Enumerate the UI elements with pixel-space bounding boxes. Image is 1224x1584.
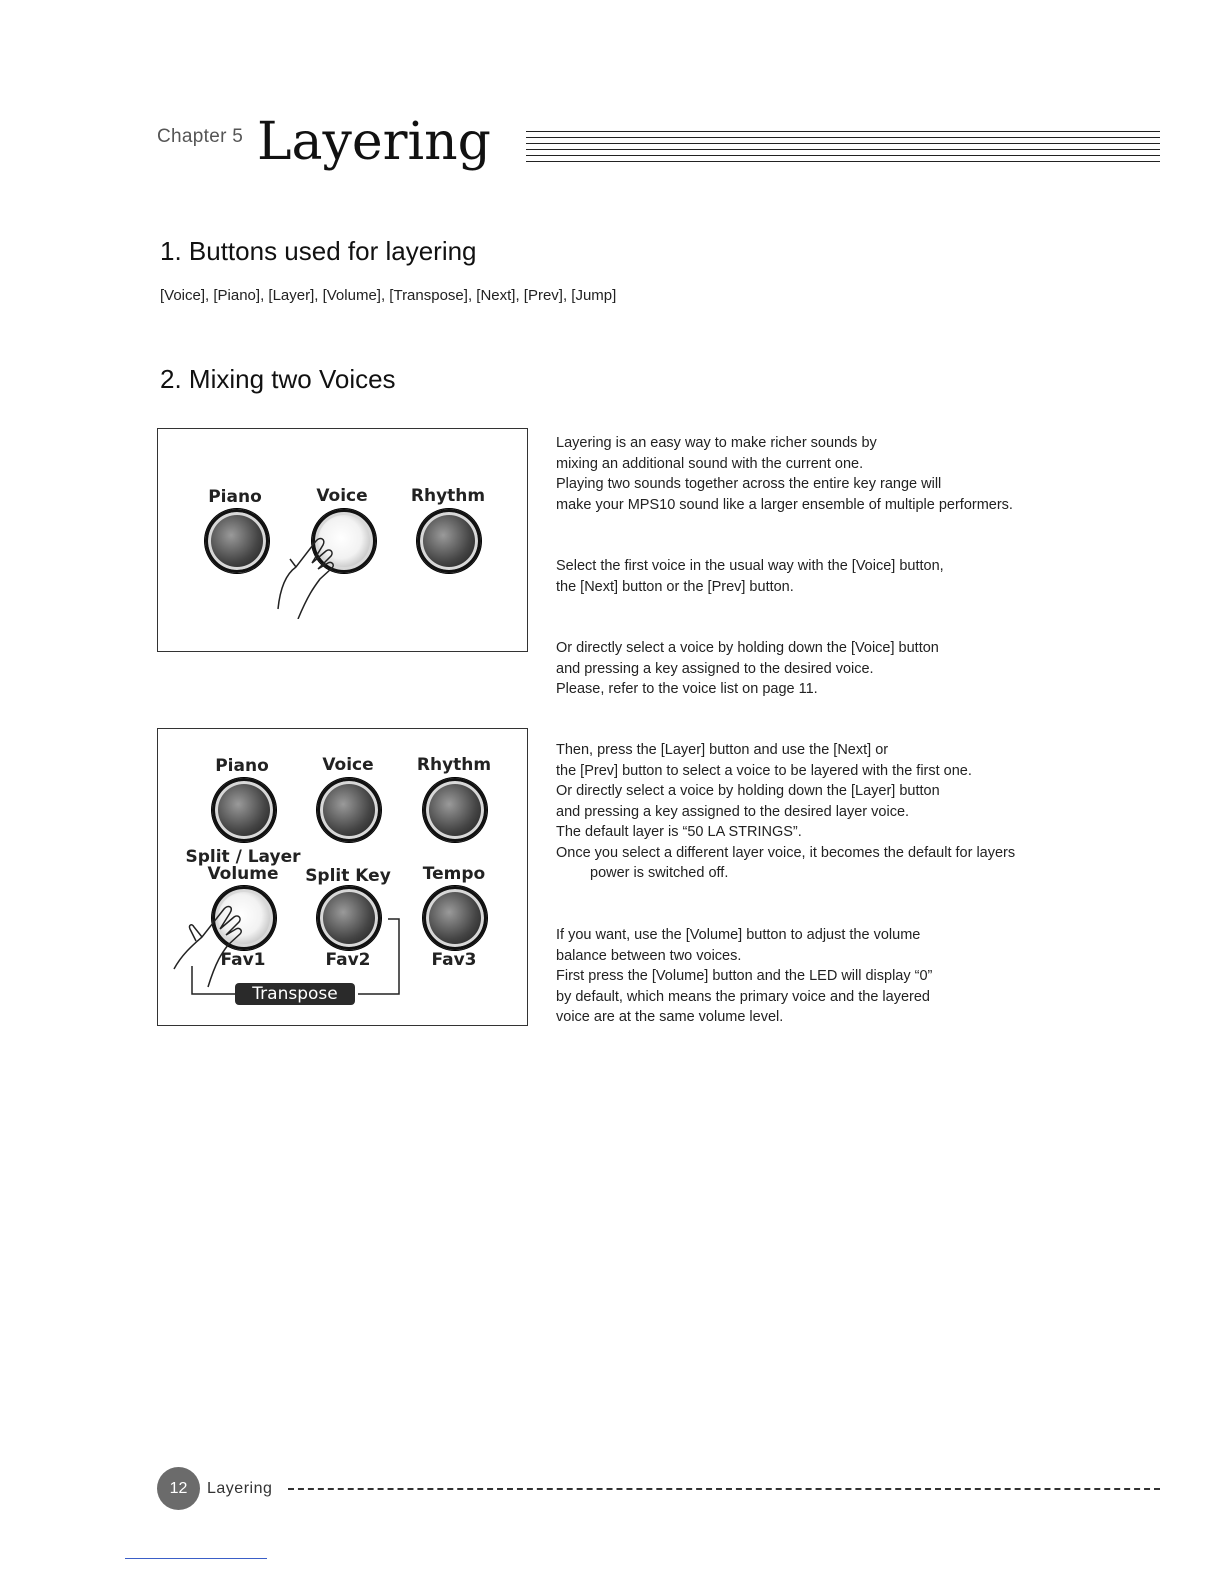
chapter-label: Chapter 5 — [157, 126, 244, 147]
pressing-hand-icon — [268, 529, 348, 619]
para-line: Playing two sounds together across the entire key range will — [556, 476, 942, 492]
para-line: voice are at the same volume level. — [556, 1009, 784, 1025]
footer-divider — [288, 1488, 1160, 1490]
para-select-first — [556, 556, 1036, 597]
page-number-badge: 12 — [157, 1467, 200, 1510]
label-voice-2: Voice — [322, 755, 374, 775]
para-line: the [Prev] button to select a voice to be layered with the first one. — [556, 762, 972, 779]
label-fav1: Fav1 — [220, 950, 266, 970]
fav3-button-icon — [423, 886, 487, 950]
para-direct-select — [556, 638, 1036, 700]
para-line: power is switched off. — [590, 865, 729, 881]
para-line: If you want, use the [Volume] button to adjust the volume — [556, 927, 921, 943]
diagram-layer-select — [157, 728, 528, 1026]
label-split-key: Split Key — [305, 866, 391, 886]
para-line: the [Next] button or the [Prev] button. — [556, 578, 794, 595]
para-line: make your MPS10 sound like a larger ensemble of multiple performers. — [556, 496, 1013, 513]
diagram-voice-select — [157, 428, 528, 652]
rhythm-button-icon — [417, 509, 481, 573]
para-line: The default layer is “50 LA STRINGS”. — [556, 824, 802, 840]
para-line: Select the first voice in the usual way with the [Voice] button, — [556, 558, 944, 574]
label-fav2: Fav2 — [325, 950, 371, 970]
label-volume: Volume — [207, 864, 279, 884]
para-line: Or directly select a voice by holding down the [Layer] button — [556, 783, 940, 799]
para-line: balance between two voices. — [556, 947, 742, 964]
label-piano: Piano — [208, 487, 262, 507]
transpose-badge: Transpose — [235, 983, 355, 1005]
piano-button-icon-2 — [212, 778, 276, 842]
para-line: Layering is an easy way to make richer sounds by — [556, 435, 877, 451]
label-rhythm-2: Rhythm — [416, 755, 492, 775]
para-volume — [556, 925, 1036, 1028]
label-fav3: Fav3 — [431, 950, 477, 970]
para-line: Once you select a different layer voice, it becomes the default for layers — [556, 844, 1016, 861]
para-intro — [556, 433, 1036, 515]
label-piano-2: Piano — [215, 756, 269, 776]
rhythm-button-icon-2 — [423, 778, 487, 842]
buttons-list: [Voice], [Piano], [Layer], [Volume], [Transpose], [Next], [Prev], [Jump] — [160, 287, 617, 304]
chapter-title: Layering — [257, 112, 491, 172]
bottom-link-underline — [125, 1558, 267, 1559]
para-line: and pressing a key assigned to the desired layer voice. — [556, 803, 910, 820]
para-line: mixing an additional sound with the current one. — [556, 455, 864, 472]
para-layer — [556, 740, 1036, 884]
section-heading-buttons: 1. Buttons used for layering — [160, 236, 477, 266]
footer-label: Layering — [207, 1480, 273, 1497]
title-rules — [526, 131, 1160, 167]
section-heading-mixing: 2. Mixing two Voices — [160, 364, 396, 394]
para-line: First press the [Volume] button and the LED will display “0” — [556, 968, 933, 984]
label-split-layer — [183, 849, 303, 883]
para-line: Then, press the [Layer] button and use the [Next] or — [556, 742, 889, 758]
label-voice: Voice — [316, 486, 368, 506]
label-split-layer-line1: Split / Layer — [185, 847, 301, 867]
piano-button-icon — [205, 509, 269, 573]
voice-button-icon-2 — [317, 778, 381, 842]
para-line: Please, refer to the voice list on page 11. — [556, 681, 818, 697]
para-line: Or directly select a voice by holding down the [Voice] button — [556, 640, 939, 656]
para-line: by default, which means the primary voice and the layered — [556, 988, 930, 1005]
label-tempo: Tempo — [422, 864, 486, 884]
pressing-hand-icon-2 — [172, 889, 252, 989]
label-rhythm: Rhythm — [410, 486, 486, 506]
para-line: and pressing a key assigned to the desired voice. — [556, 660, 874, 677]
